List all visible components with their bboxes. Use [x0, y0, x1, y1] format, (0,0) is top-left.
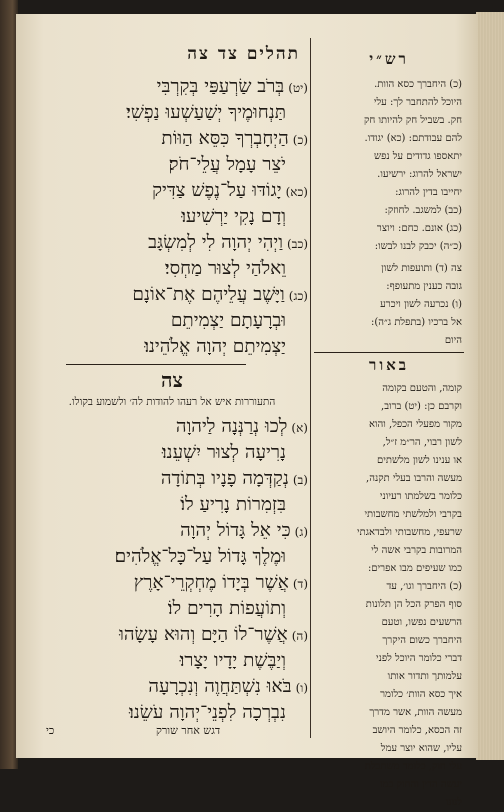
biur-line: יעשה הדין והחוק כמו: [380, 779, 462, 790]
rashi-line: (ו) נכרעה לשון ויכרע: [380, 299, 462, 310]
biur-title: באור: [368, 356, 410, 374]
verse-line: [36, 674, 308, 700]
biur-line: לשון רבוי, הר״מ ז״ל,: [382, 437, 462, 448]
rashi-line: חק. בשביל חק להיותו חק: [364, 115, 462, 126]
rashi-commentary: [316, 76, 462, 256]
rashi-line: יחייבו בדין להרוג:: [395, 187, 462, 198]
verse-line: [36, 178, 308, 204]
verse-line: [36, 414, 308, 440]
rashi-psalm-95-commentary: [316, 260, 462, 350]
verse-text: נָרִיעָה לְצוּר יִשְׁעֵנוּ׃: [161, 442, 286, 463]
biur-line: שרעפי, מחשבותי ולבדאגתי: [357, 527, 462, 538]
rashi-line: (כג) אונם. כחם: ויוצר: [376, 223, 462, 234]
verse-text: וְדָם נָקִי יַרְשִׁיעוּ׃: [181, 206, 286, 227]
main-text-column: [36, 14, 308, 758]
biur-line: הרשעים נפשו, וטעם: [381, 617, 462, 628]
page-signature: כי: [46, 724, 55, 737]
verse-text: אֲשֶׁר־לוֹ הַיָּם וְהוּא עָשָׂהוּ: [119, 624, 288, 645]
biur-line: וקרבם כן: (יט) ברוב,: [381, 401, 462, 412]
biur-line: או ענינו לשון מלשתים: [377, 455, 462, 466]
verse-text: בִּזְמִרוֹת נָרִיעַ לוֹ׃: [180, 494, 286, 515]
rashi-line: היוכל להתחבר לך: עלי: [373, 97, 462, 108]
verse-text: וְיַבֶּשֶׁת יָדָיו יָצָרוּ׃: [179, 650, 286, 671]
biur-line: בקרבי ולמלשתי מחשבותי: [364, 509, 462, 520]
verse-line: [36, 126, 308, 152]
biur-line: כמו שעיפים מבו אפרים:: [367, 563, 462, 574]
rashi-line: גובה כענין מתעופף:: [386, 281, 462, 292]
verse-line: [36, 622, 308, 648]
rashi-line: (כ) היחברך כסא הוות.: [374, 79, 462, 90]
verse-number: (כב): [286, 237, 308, 251]
verse-line: [36, 648, 308, 674]
verse-line: [36, 230, 308, 256]
verse-text: בֹּאוּ נִשְׁתַּחֲוֶה וְנִכְרָעָה: [148, 676, 292, 697]
verse-number: (ג): [294, 525, 308, 539]
running-header: [36, 44, 308, 68]
biur-line: מעשה והרבו בעלי תקנה,: [366, 473, 462, 484]
verse-text: וֵאלֹהַי לְצוּר מַחְסִי׃: [164, 258, 286, 279]
rashi-line: להם עבודתם: (כא) יגודו.: [364, 133, 462, 144]
biur-line: מקור מפעלי הכפל, והוא: [368, 419, 462, 430]
verse-text: לְכוּ נְרַנְּנָה לַיהוָה: [175, 416, 288, 437]
column-rule: [310, 38, 311, 738]
verse-number: (ו): [295, 681, 308, 695]
biur-line: היחברך כשום היקרך: [382, 635, 462, 646]
verse-line: [36, 570, 308, 596]
verse-text: אֲשֶׁר בְּיָדוֹ מֶחְקְרֵי־אָרֶץ: [133, 572, 289, 593]
verse-text: כִּי אֵל גָּדוֹל יְהוָה: [180, 520, 291, 541]
book-page: [16, 14, 478, 808]
verse-line: [36, 100, 308, 126]
verse-text: יֹצֵר עָמָל עֲלֵי־חֹק׃: [168, 154, 286, 175]
rashi-line: יתאספו גדודים על נפש: [374, 151, 462, 162]
biur-line: עלמותך ותדור אותו: [387, 671, 462, 682]
biur-line: זה הכסא, כלומר היושב: [372, 725, 462, 736]
verse-number: (ב): [292, 473, 308, 487]
verse-number: (ה): [291, 629, 308, 643]
biur-line: המרובות בקרבי אשה לי: [371, 545, 462, 556]
rashi-line: ישראל להרוג: ירשיעו.: [377, 169, 462, 180]
commentary-rule: [314, 352, 464, 353]
verse-text: יָגוֹדּוּ עַל־נֶפֶשׁ צַדִּיק: [152, 180, 282, 201]
biur-line: עלי חוק, כלומר משתכלת: [364, 761, 462, 772]
biur-commentary: [316, 380, 462, 812]
verse-text: בְּרֹב שַׂרְעַפַּי בְּקִרְבִּי: [156, 76, 285, 97]
verse-text: תַּנְחוּמֶיךָ יְשַׁעַשְׁעוּ נַפְשִׁי׃: [125, 102, 286, 123]
verse-line: [36, 492, 308, 518]
biur-line: (כ) היחברך וגו׳, עד: [386, 581, 462, 592]
verse-text: וַיְהִי יְהוָה לִי לְמִשְׂגָּב: [148, 232, 283, 253]
verse-line: [36, 152, 308, 178]
verse-text: וּמֶלֶךְ גָּדוֹל עַל־כָּל־אֱלֹהִים׃: [114, 546, 286, 567]
verse-line: [36, 334, 308, 360]
verse-line: [36, 518, 308, 544]
page-footer: [36, 724, 308, 740]
biur-line: סוף הפרק הכל הן תלונות: [365, 599, 462, 610]
verse-number: (כ): [292, 133, 308, 147]
verse-number: (ד): [292, 577, 308, 591]
verse-line: [36, 204, 308, 230]
biur-line: מעשה הוות, אשר מדרך: [369, 707, 462, 718]
biur-line: כלומר בשלמתו רעיוני: [379, 491, 462, 502]
catchword: דגש אחר שורק: [156, 724, 221, 737]
psalm-number: צה: [161, 368, 183, 392]
rashi-line: (כ״ה) יכבק לבנו לבשו:: [374, 241, 462, 252]
rashi-line: אל ברכיו (בתפלת ג״ה):: [371, 317, 462, 328]
verse-text: נְקַדְּמָה פָנָיו בְּתוֹדָה: [160, 468, 289, 489]
verse-text: וּבְרָעָתָם יַצְמִיתֵם: [170, 310, 286, 331]
verse-line: [36, 440, 308, 466]
verse-line: [36, 308, 308, 334]
book-page-edges: [476, 12, 504, 760]
biur-line: קומה, והטעם בקומה: [382, 383, 462, 394]
verse-text: וְתוֹעֲפוֹת הָרִים לוֹ׃: [167, 598, 286, 619]
verse-line: [36, 466, 308, 492]
rashi-line: צה (ד) ותועפות לשון: [381, 263, 462, 274]
verse-line: [36, 596, 308, 622]
psalm-superscription: התעוררות איש אל רעהו להודות לה׳ ולשמוע בקולו.: [68, 396, 276, 408]
verse-line: [36, 700, 308, 726]
verse-number: (יט): [288, 81, 308, 95]
section-divider: [66, 364, 246, 365]
rashi-line: היום: [444, 335, 462, 346]
rashi-title: רש״י: [369, 50, 409, 68]
verse-line: [36, 256, 308, 282]
biur-line: דברי כלומר היוכל לפני: [376, 653, 462, 664]
psalm-94-verses: [36, 74, 308, 360]
psalm-95-verses: [36, 414, 308, 726]
verse-text: נִבְרְכָה לִפְנֵי־יְהוָה עֹשֵׂנוּ׃: [129, 702, 286, 723]
rashi-line: (כב) למשגב. לחוזק:: [384, 205, 462, 216]
biur-line: עליו, שהוא יוצר עמל: [380, 743, 462, 754]
biur-line: איך כסא הוות׳ כלומר: [380, 689, 462, 700]
verse-number: (א): [291, 421, 308, 435]
biur-line: לנונו: [445, 797, 462, 808]
verse-number: (כא): [285, 185, 308, 199]
verse-text: וַיָּשֶׁב עֲלֵיהֶם אֶת־אוֹנָם: [132, 284, 285, 305]
verse-line: [36, 544, 308, 570]
verse-text: הַיְחָבְרְךָ כִּסֵּא הַוּוֹת: [161, 128, 289, 149]
verse-text: יַצְמִיתֵם יְהוָה אֱלֹהֵינוּ׃: [144, 336, 286, 357]
verse-number: (כג): [288, 289, 308, 303]
verse-line: [36, 282, 308, 308]
running-header-title: תהלים צד צה: [187, 44, 300, 64]
verse-line: [36, 74, 308, 100]
commentary-column: [314, 14, 464, 808]
